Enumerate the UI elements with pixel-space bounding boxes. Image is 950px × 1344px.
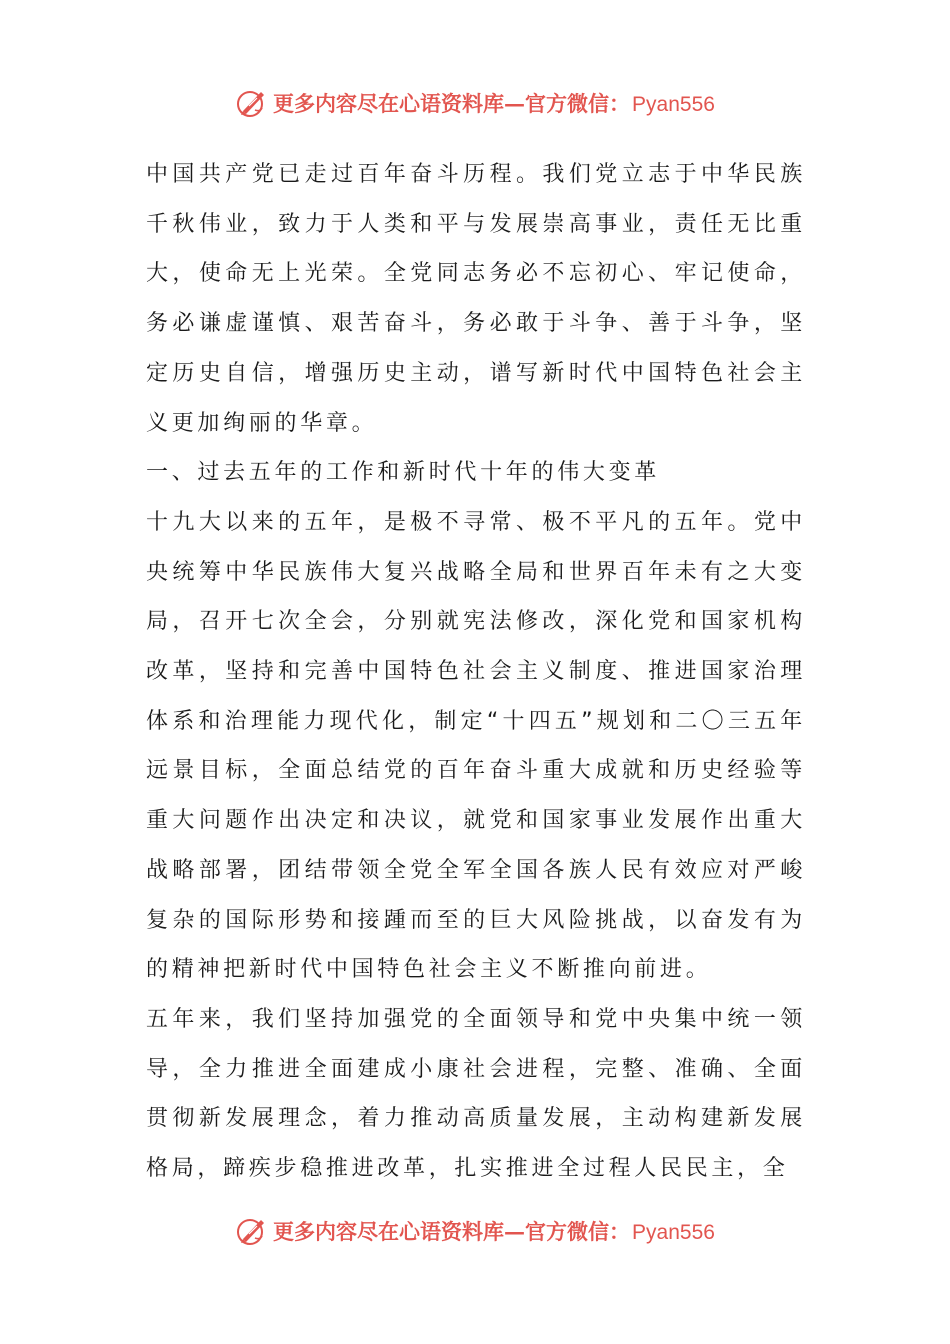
footer-watermark	[0, 1211, 950, 1251]
paragraph-five-years: 十九大以来的五年，是极不寻常、极不平凡的五年。党中央统筹中华民族伟大复兴战略全局和世界百年未有之大变局，召开七次全会，分别就宪法修改，深化党和国家机构改革，坚持和完善中国特色社会主义制度、推进国家治理体系和治理能力现代化，制定“十四五”规划和二〇三五年远景目标，全面总结党的百年奋斗重大成就和历史经验等重大问题作出决定和决议，就党和国家事业发展作出重大战略部署，团结带领全党全军全国各族人民有效应对严峻复杂的国际形势和接踵而至的巨大风险挑战，以奋发有为的精神把新时代中国特色社会主义不断推向前进。	[146, 509, 806, 983]
paragraph-achievements: 五年来，我们坚持加强党的全面领导和党中央集中统一领导，全力推进全面建成小康社会进程，完整、准确、全面贯彻新发展理念，着力推动高质量发展，主动构建新发展格局，蹄疾步稳推进改革，扎实推进全过程人民民主，全	[146, 1006, 806, 1182]
watermark-label: 更多内容尽在心语资料库—官方微信：	[273, 91, 631, 116]
watermark-wechat-id: Pyan556	[632, 1221, 715, 1244]
watermark-wechat-id: Pyan556	[632, 93, 715, 116]
header-watermark	[0, 83, 950, 123]
paragraph-intro: 中国共产党已走过百年奋斗历程。我们党立志于中华民族千秋伟业，致力于人类和平与发展崇高事业，责任无比重大，使命无上光荣。全党同志务必不忘初心、牢记使命，务必谦虚谨慎、艰苦奋斗，务必敢于斗争、善于斗争，坚定历史自信，增强历史主动，谱写新时代中国特色社会主义更加绚丽的华章。	[146, 162, 806, 436]
quill-pen-logo-icon	[235, 86, 269, 120]
section-heading: 一、过去五年的工作和新时代十年的伟大变革	[146, 460, 661, 486]
watermark-label: 更多内容尽在心语资料库—官方微信：	[273, 1219, 631, 1244]
quill-pen-logo-icon	[235, 1214, 269, 1248]
document-body	[146, 150, 806, 1194]
